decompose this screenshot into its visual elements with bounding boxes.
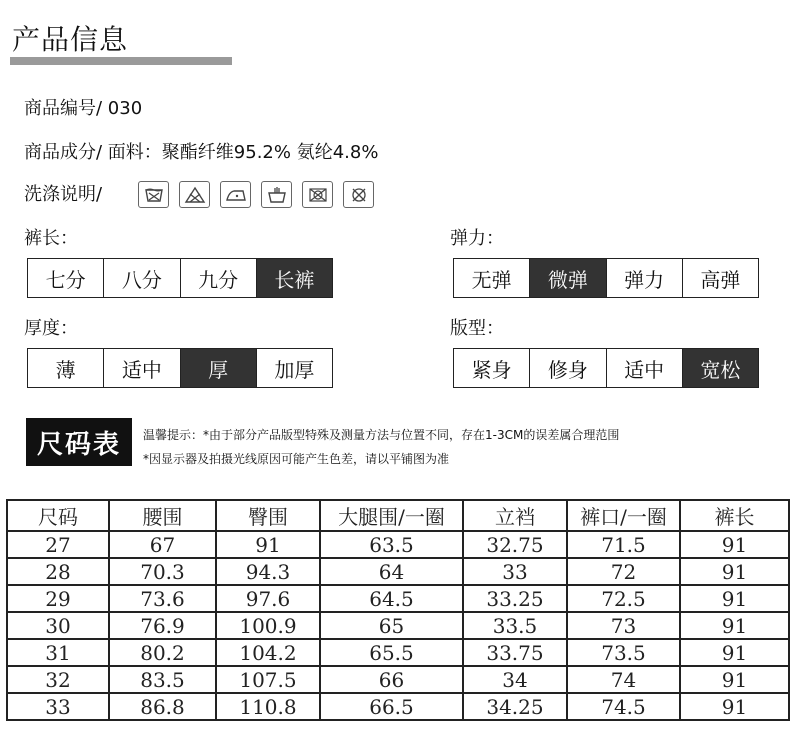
table-cell: 104.2	[216, 639, 320, 666]
table-row	[7, 639, 789, 666]
table-cell: 91	[216, 531, 320, 558]
thickness-options	[27, 348, 333, 388]
table-cell: 100.9	[216, 612, 320, 639]
table-cell: 86.8	[109, 693, 216, 720]
table-cell: 66	[320, 666, 463, 693]
wash-icon	[138, 181, 169, 208]
fit-option: 适中	[606, 349, 682, 387]
size-table	[6, 499, 790, 721]
table-cell: 72	[567, 558, 680, 585]
table-cell: 70.3	[109, 558, 216, 585]
fit-option: 紧身	[471, 357, 512, 382]
table-cell: 91	[680, 612, 789, 639]
table-cell: 73.5	[567, 639, 680, 666]
table-cell: 65.5	[320, 639, 463, 666]
length-option: 八分	[103, 259, 179, 297]
table-row	[7, 612, 789, 639]
header-cell: 尺码	[7, 500, 109, 531]
table-cell: 33.75	[463, 639, 567, 666]
size-chart-badge: 尺码表	[26, 418, 132, 466]
bleach-icon	[179, 181, 210, 208]
table-cell: 34.25	[463, 693, 567, 720]
table-cell: 67	[109, 531, 216, 558]
table-cell: 110.8	[216, 693, 320, 720]
size-note-1: 温馨提示：*由于部分产品版型特殊及测量方法与位置不同，存在1-3CM的误差属合理范围	[143, 428, 620, 442]
table-cell: 65	[320, 612, 463, 639]
fit-options	[453, 348, 759, 388]
length-option-selected: 长裤	[256, 259, 332, 297]
table-cell: 91	[680, 585, 789, 612]
thickness-label: 厚度：	[24, 318, 78, 339]
table-cell: 28	[7, 558, 109, 585]
elasticity-label: 弹力：	[450, 228, 504, 249]
fit-option: 修身	[529, 349, 605, 387]
care-icons	[138, 181, 374, 208]
thickness-option: 加厚	[256, 349, 332, 387]
table-cell: 33	[7, 693, 109, 720]
elasticity-option: 高弹	[682, 259, 758, 297]
table-cell: 63.5	[320, 531, 463, 558]
table-row	[7, 693, 789, 720]
header-cell: 裤口/一圈	[567, 500, 680, 531]
table-cell: 72.5	[567, 585, 680, 612]
header-cell: 裤长	[680, 500, 789, 531]
table-cell: 91	[680, 666, 789, 693]
thickness-option: 适中	[103, 349, 179, 387]
iron-icon	[220, 181, 251, 208]
table-cell: 76.9	[109, 612, 216, 639]
table-cell: 34	[463, 666, 567, 693]
no-tumble-dry-icon	[302, 181, 333, 208]
fit-label: 版型：	[450, 318, 504, 339]
page-title: 产品信息	[12, 23, 129, 56]
title-underline	[10, 57, 232, 65]
table-cell: 74.5	[567, 693, 680, 720]
table-cell: 74	[567, 666, 680, 693]
header-cell: 大腿围/一圈	[320, 500, 463, 531]
hand-wash-icon	[261, 181, 292, 208]
table-cell: 91	[680, 639, 789, 666]
length-option: 九分	[180, 259, 256, 297]
table-cell: 91	[680, 531, 789, 558]
table-cell: 31	[7, 639, 109, 666]
product-code: 商品编号/ 030	[24, 98, 143, 119]
table-cell: 91	[680, 693, 789, 720]
table-cell: 33.5	[463, 612, 567, 639]
table-cell: 33	[463, 558, 567, 585]
header-cell: 臀围	[216, 500, 320, 531]
table-row	[7, 558, 789, 585]
care-label: 洗涤说明/	[24, 184, 103, 205]
table-row	[7, 666, 789, 693]
no-dry-clean-icon	[343, 181, 374, 208]
table-cell: 66.5	[320, 693, 463, 720]
length-option: 七分	[45, 267, 86, 292]
elasticity-options	[453, 258, 759, 298]
elasticity-option: 弹力	[606, 259, 682, 297]
table-cell: 94.3	[216, 558, 320, 585]
table-row	[7, 585, 789, 612]
elasticity-option-selected: 微弹	[529, 259, 605, 297]
size-note-2: *因显示器及拍摄光线原因可能产生色差，请以平铺图为准	[143, 452, 450, 466]
table-cell: 27	[7, 531, 109, 558]
table-cell: 71.5	[567, 531, 680, 558]
table-cell: 30	[7, 612, 109, 639]
size-table-header	[7, 500, 789, 531]
thickness-option-selected: 厚	[180, 349, 256, 387]
table-cell: 97.6	[216, 585, 320, 612]
fit-option-selected: 宽松	[682, 349, 758, 387]
table-cell: 29	[7, 585, 109, 612]
table-cell: 32.75	[463, 531, 567, 558]
table-cell: 64	[320, 558, 463, 585]
table-cell: 80.2	[109, 639, 216, 666]
table-cell: 32	[7, 666, 109, 693]
elasticity-option: 无弹	[471, 267, 512, 292]
table-row	[7, 531, 789, 558]
table-cell: 83.5	[109, 666, 216, 693]
header-cell: 腰围	[109, 500, 216, 531]
length-label: 裤长：	[24, 228, 78, 249]
table-cell: 73.6	[109, 585, 216, 612]
thickness-option: 薄	[55, 357, 76, 382]
length-options	[27, 258, 333, 298]
header-cell: 立裆	[463, 500, 567, 531]
table-cell: 73	[567, 612, 680, 639]
product-material: 商品成分/ 面料：聚酯纤维95.2% 氨纶4.8%	[24, 142, 379, 163]
table-cell: 64.5	[320, 585, 463, 612]
table-cell: 33.25	[463, 585, 567, 612]
table-cell: 91	[680, 558, 789, 585]
table-cell: 107.5	[216, 666, 320, 693]
